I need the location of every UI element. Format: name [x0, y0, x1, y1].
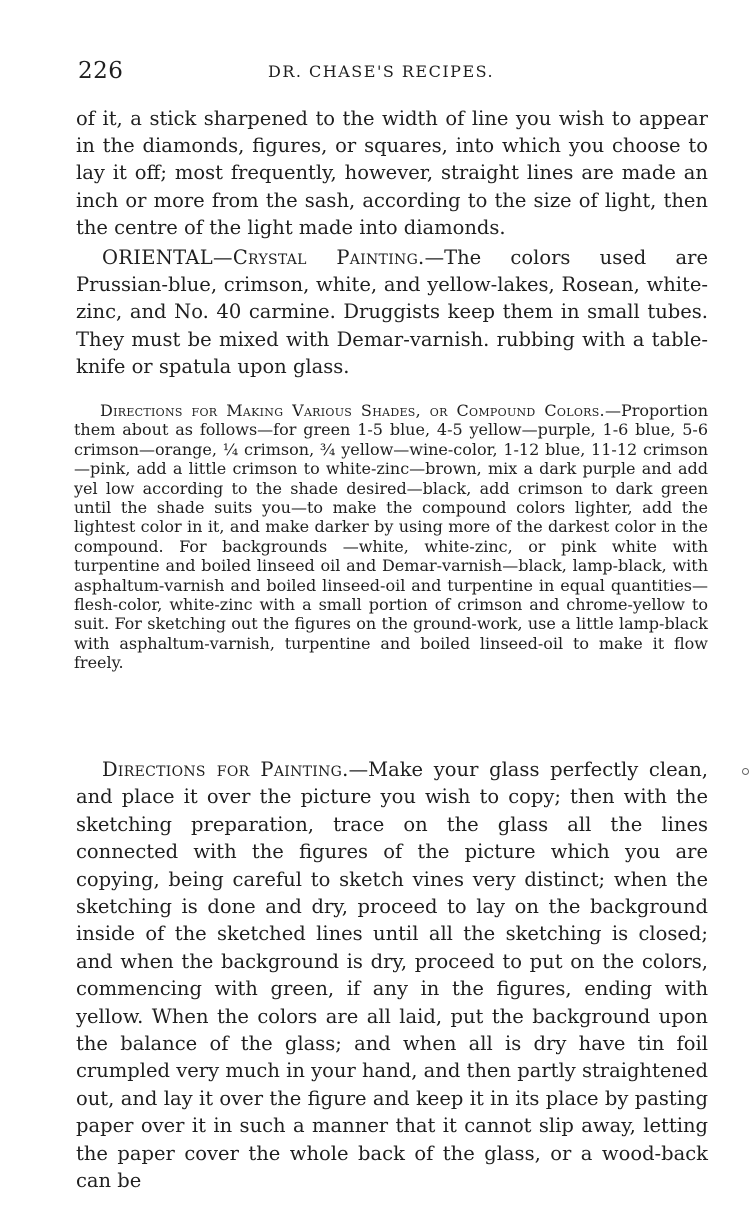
paragraph-oriental-painting	[76, 244, 708, 380]
paragraph-continuation: of it, a stick sharpened to the width of line you wish to appear in the diamonds, figures, or squares, into which you choose to lay it off; most frequently, however, straight lines are made an inch or more from the sash, according to the size of light, then the centre of the light made into diamonds.	[76, 107, 708, 239]
compound-colors-body: —Proportion them about as follows—for green 1-5 blue, 4-5 yellow—purple, 1-6 blue, 5-6 crimson—orange, ¼ crimson, ¾ yellow—wine-color, 1-12 blue, 11-12 crimson—pink, add a little crimson to white-zinc—brown, mix a dark purple and add yel low according to the shade desired—black, add crimson to dark green until the shade suits you—to make the compound colors lighter, add the lightest color in it, and make darker by using more of the darkest color in the compound. For backgrounds —white, white-zinc, or pink white with turpentine and boiled linseed oil and Demar-varnish—black, lamp-black, with asphaltum-varnish and boiled linseed-oil and turpentine in equal quantities—flesh-color, white-zinc with a small portion of crimson and chrome-yellow to suit. For sketching out the figures on the ground-work, use a little lamp-black with asphaltum-varnish, turpentine and boiled linseed-oil to make it flow freely.	[74, 401, 708, 673]
upper-text-block	[76, 105, 708, 380]
page-header	[0, 58, 750, 88]
section-heading-compound-colors: Directions for Making Various Shades, or Compound Colors.	[100, 401, 605, 420]
section-heading-directions-painting: Directions for Painting.	[102, 758, 349, 781]
margin-mark	[742, 768, 749, 775]
page-number: 226	[78, 58, 124, 84]
section-heading-oriental: ORIENTAL—Crystal Painting.	[102, 246, 425, 270]
directions-painting-body: —Make your glass perfectly clean, and place it over the picture you wish to copy; then with the sketching preparation, trace on the glass all the lines connected with the figures of the picture which you are copying, being careful to sketch vines very distinct; when the sketching is done and dry, proceed to lay on the background inside of the sketched lines until all the sketching is closed; and when the background is dry, proceed to put on the colors, commencing with green, if any in the figures, ending with yellow. When the colors are all laid, put the background upon the balance of the glass; and when all is dry have tin foil crumpled very much in your hand, and then partly straightened out, and lay it over the figure and keep it in its place by pasting paper over it in such a manner that it cannot slip away, letting the paper cover the whole back of the glass, or a wood-back can be	[76, 758, 708, 1193]
running-head: DR. CHASE'S RECIPES.	[268, 62, 495, 81]
paragraph-compound-colors	[74, 401, 708, 673]
oriental-body: —The colors used are Prussian-blue, crimson, white, and yellow-lakes, Rosean, white-zinc, and No. 40 carmine. Druggists keep them in small tubes. They must be mixed with Demar-varnish. rubbing with a table-knife or spatula upon glass.	[76, 246, 708, 378]
lower-text-block	[76, 756, 708, 1195]
compound-colors-block	[74, 401, 708, 673]
paragraph-directions-painting	[76, 756, 708, 1195]
